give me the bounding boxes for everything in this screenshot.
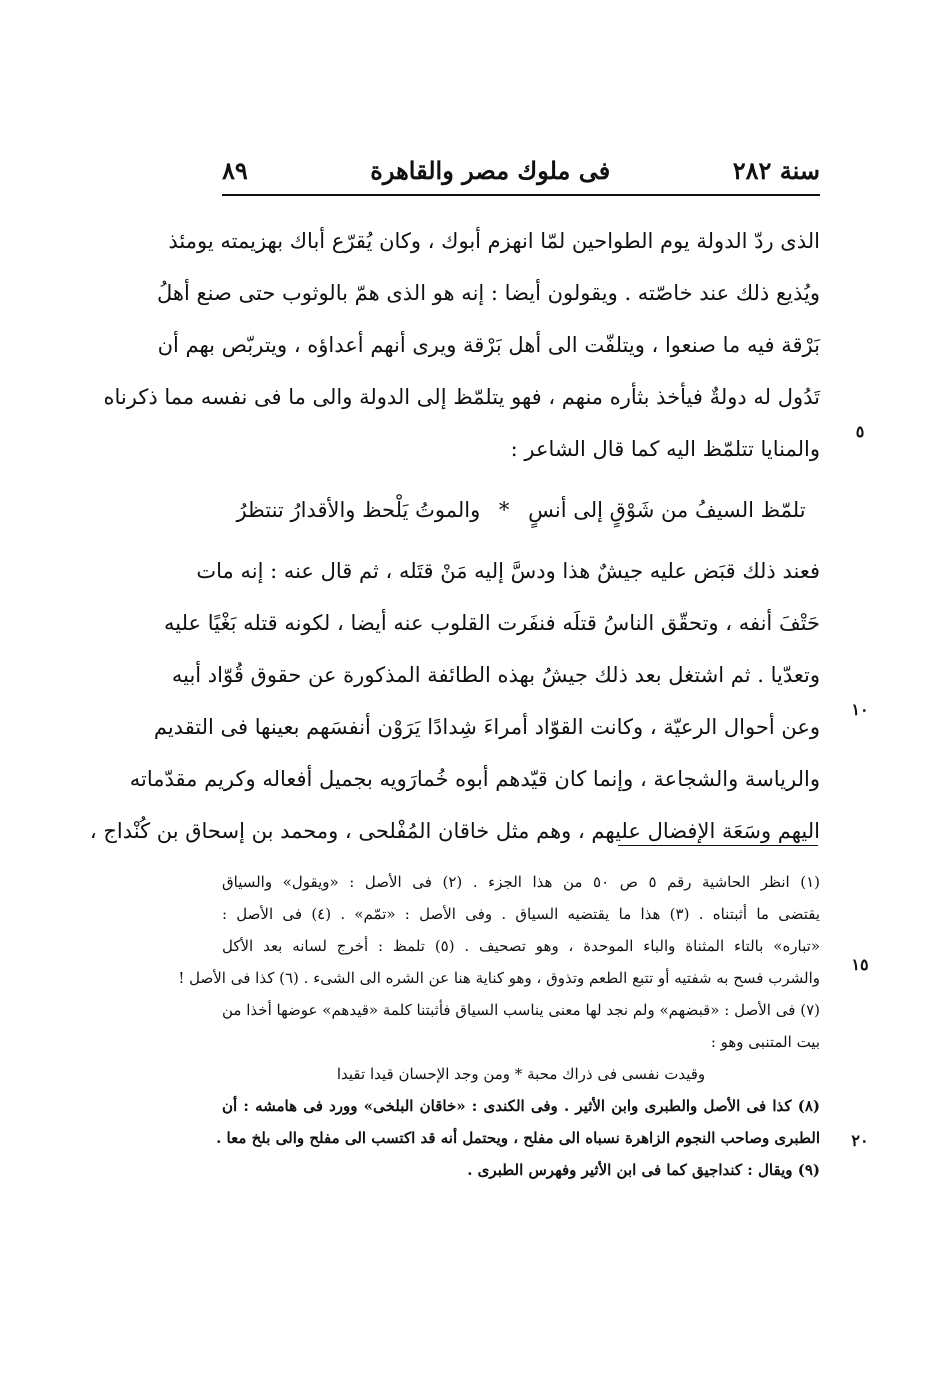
footnote-line: الطبرى وصاحب النجوم الزاهرة نسباه الى مفلح ، ويحتمل أنه قد اكتسب الى مفلح والى بلخ معا . [216, 1129, 820, 1147]
footnote-line: (١) انظر الحاشية رقم ٥ ص ٥٠ من هذا الجزء . (٢) فى الأصل : «ويقول» والسياق [222, 873, 821, 891]
margin-line-number: ٢٠ [851, 1131, 869, 1150]
verse-first-hemistich: تلمّظ السيفُ من شَوْقٍ إلى أنسٍ [528, 498, 806, 522]
text-line: الذى ردّ الدولة يوم الطواحين لمّا انهزم أبوك ، وكان يُقرّع أباك بهزيمته يومئذ [168, 229, 820, 253]
text-line: اليهم وسَعَة الإفضال عليهم ، وهم مثل خاقان المُفْلحى ، ومحمد بن إسحاق بن كُنْداج ، [89, 819, 820, 843]
header-year: سنة ٢٨٢ [732, 155, 820, 185]
text-line: تَدُول له دولةٌ فيأخذ بثأره منهم ، فهو يتلمّظ إلى الدولة والى ما فى نفسه مما ذكرناه [103, 385, 820, 409]
text-line: بَرْقة فيه ما صنعوا ، ويتلفّت الى أهل بَرْقة ويرى أنهم أعداؤه ، ويتربّص بهم أن [157, 333, 820, 357]
text-line: وتعدّيا . ثم اشتغل بعد ذلك جيشُ بهذه الطائفة المذكورة عن حقوق قُوّاد أبيه [171, 663, 820, 687]
text-line: والمنايا تتلمّظ اليه كما قال الشاعر : [510, 437, 820, 461]
verse-second-hemistich: والموتُ يَلْحظ والأقدارُ تنتظرُ [236, 498, 481, 522]
header-rule [222, 194, 820, 196]
text-line: حَتْفَ أنفه ، وتحقّق الناسُ قتلَه فنفَرت القلوب عنه أيضا ، لكونه قتله بَغْيًا عليه [163, 611, 820, 635]
footnote-rule [618, 845, 818, 846]
text-line: فعند ذلك قبَض عليه جيشٌ هذا ودسَّ إليه مَنْ قتَله ، ثم قال عنه : إنه مات [196, 559, 820, 583]
footnote-line: يقتضى ما أثبتناه . (٣) هذا ما يقتضيه السياق . وفى الأصل : «تمّم» . (٤) فى الأصل : [222, 905, 821, 923]
main-text [89, 215, 820, 857]
header-title: فى ملوك مصر والقاهرة [370, 155, 611, 185]
margin-line-number: ٥ [855, 422, 865, 441]
text-line: والرياسة والشجاعة ، وإنما كان قيّدهم أبوه خُمارَويه بجميل أفعاله وكريم مقدّماته [129, 767, 820, 791]
footnote-line: (٩) ويقال : كنداجيق كما فى ابن الأثير وفهرس الطبرى . [467, 1161, 820, 1179]
verse-separator: * [498, 498, 510, 522]
margin-line-number: ١٥ [851, 955, 869, 974]
running-header [222, 150, 820, 190]
footnote-verse: وقيدت نفسى فى ذراك محبة * ومن وجد الإحسان قيدا تقيدا [336, 1065, 706, 1083]
footnote-line: بيت المتنبى وهو : [710, 1033, 820, 1051]
margin-line-number: ١٠ [851, 700, 869, 719]
text-line: وعن أحوال الرعيّة ، وكانت القوّاد أمراءَ شِدادًا يَرَوْن أنفسَهم بعينها فى التقديم [153, 715, 820, 739]
poetry-verse [222, 475, 820, 545]
footnote-line: (٧) فى الأصل : «قبضهم» ولم نجد لها معنى يناسب السياق فأثبتنا كلمة «قيدهم» عوضها أخذا من [222, 1001, 820, 1019]
footnote-line: والشرب فسح به شفتيه أو تتبع الطعم وتذوق ، وهو كناية هنا عن الشره الى الشىء . (٦) كذا فى الأصل ! [178, 969, 820, 987]
footnotes [178, 866, 821, 1186]
page-number: ٨٩ [222, 155, 248, 185]
footnote-line: (٨) كذا فى الأصل والطبرى وابن الأثير . وفى الكندى : «خاقان البلخى» وورد فى هامشه : أن [222, 1097, 820, 1115]
text-line: ويُذيع ذلك عند خاصّته . ويقولون أيضا : إنه هو الذى همّ بالوثوب حتى صنع أهلُ [156, 281, 820, 305]
footnote-line: «تباره» بالتاء المثناة والباء الموحدة ، وهو تصحيف . (٥) تلمظ : أخرج لسانه بعد الأكل [222, 937, 820, 955]
